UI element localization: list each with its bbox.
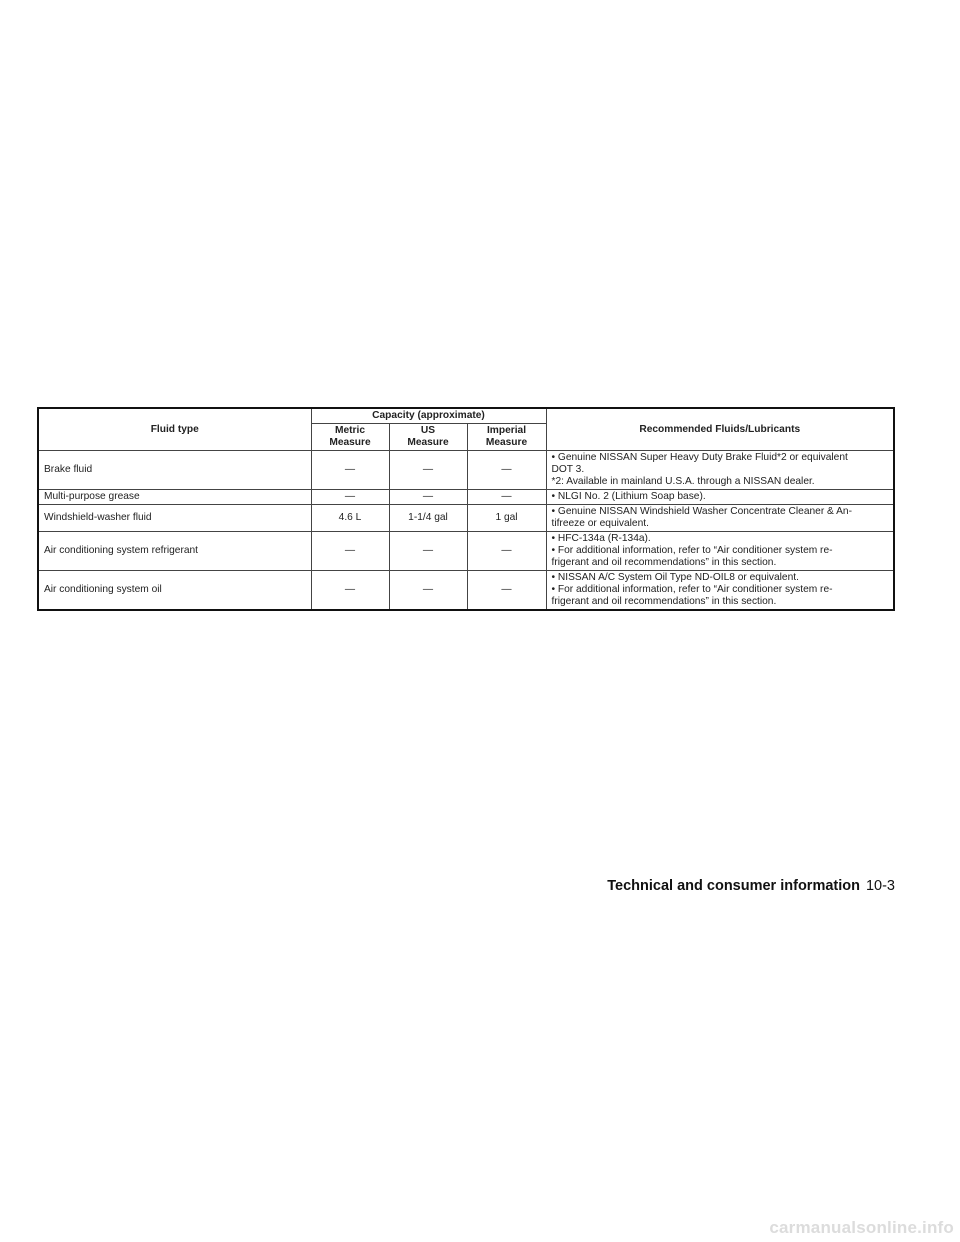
- header-recommended: Recommended Fluids/Lubricants: [546, 408, 894, 451]
- watermark: carmanualsonline.info: [769, 1218, 954, 1237]
- fluid-name: Multi-purpose grease: [38, 490, 311, 505]
- header-metric: Metric Measure: [311, 424, 389, 451]
- metric-value: —: [311, 490, 389, 505]
- fluid-name: Air conditioning system oil: [38, 571, 311, 611]
- imperial-value: —: [467, 532, 546, 571]
- fluid-name: Windshield-washer fluid: [38, 505, 311, 532]
- header-capacity: Capacity (approximate): [311, 408, 546, 424]
- header-us: US Measure: [389, 424, 467, 451]
- section-title: Technical and consumer information: [607, 878, 860, 894]
- us-value: —: [389, 490, 467, 505]
- metric-value: —: [311, 532, 389, 571]
- page-footer: [607, 878, 895, 894]
- page-number: 10-3: [865, 878, 895, 894]
- fluid-name: Air conditioning system refrigerant: [38, 532, 311, 571]
- fluid-name: Brake fluid: [38, 451, 311, 490]
- imperial-value: —: [467, 451, 546, 490]
- header-imperial: Imperial Measure: [467, 424, 546, 451]
- fluids-table: [37, 407, 895, 611]
- table-row: [38, 490, 894, 505]
- us-value: —: [389, 532, 467, 571]
- table-row: [38, 451, 894, 490]
- recommended-text: • NISSAN A/C System Oil Type ND-OIL8 or equivalent. • For additional information, refer to “Air conditioner system re- frigerant and oil recommendations” in this section.: [546, 571, 894, 611]
- recommended-text: • Genuine NISSAN Windshield Washer Concentrate Cleaner & An- tifreeze or equivalent.: [546, 505, 894, 532]
- recommended-text: • HFC-134a (R-134a). • For additional information, refer to “Air conditioner system re- frigerant and oil recommendations” in this section.: [546, 532, 894, 571]
- table-row: [38, 505, 894, 532]
- recommended-text: • Genuine NISSAN Super Heavy Duty Brake Fluid*2 or equivalent DOT 3. *2: Available in mainland U.S.A. through a NISSAN dealer.: [546, 451, 894, 490]
- table-row: [38, 532, 894, 571]
- metric-value: —: [311, 571, 389, 611]
- us-value: —: [389, 571, 467, 611]
- us-value: —: [389, 451, 467, 490]
- imperial-value: —: [467, 571, 546, 611]
- header-fluid-type: Fluid type: [38, 408, 311, 451]
- us-value: 1-1/4 gal: [389, 505, 467, 532]
- imperial-value: —: [467, 490, 546, 505]
- metric-value: 4.6 L: [311, 505, 389, 532]
- recommended-text: • NLGI No. 2 (Lithium Soap base).: [546, 490, 894, 505]
- metric-value: —: [311, 451, 389, 490]
- table-row: [38, 571, 894, 611]
- imperial-value: 1 gal: [467, 505, 546, 532]
